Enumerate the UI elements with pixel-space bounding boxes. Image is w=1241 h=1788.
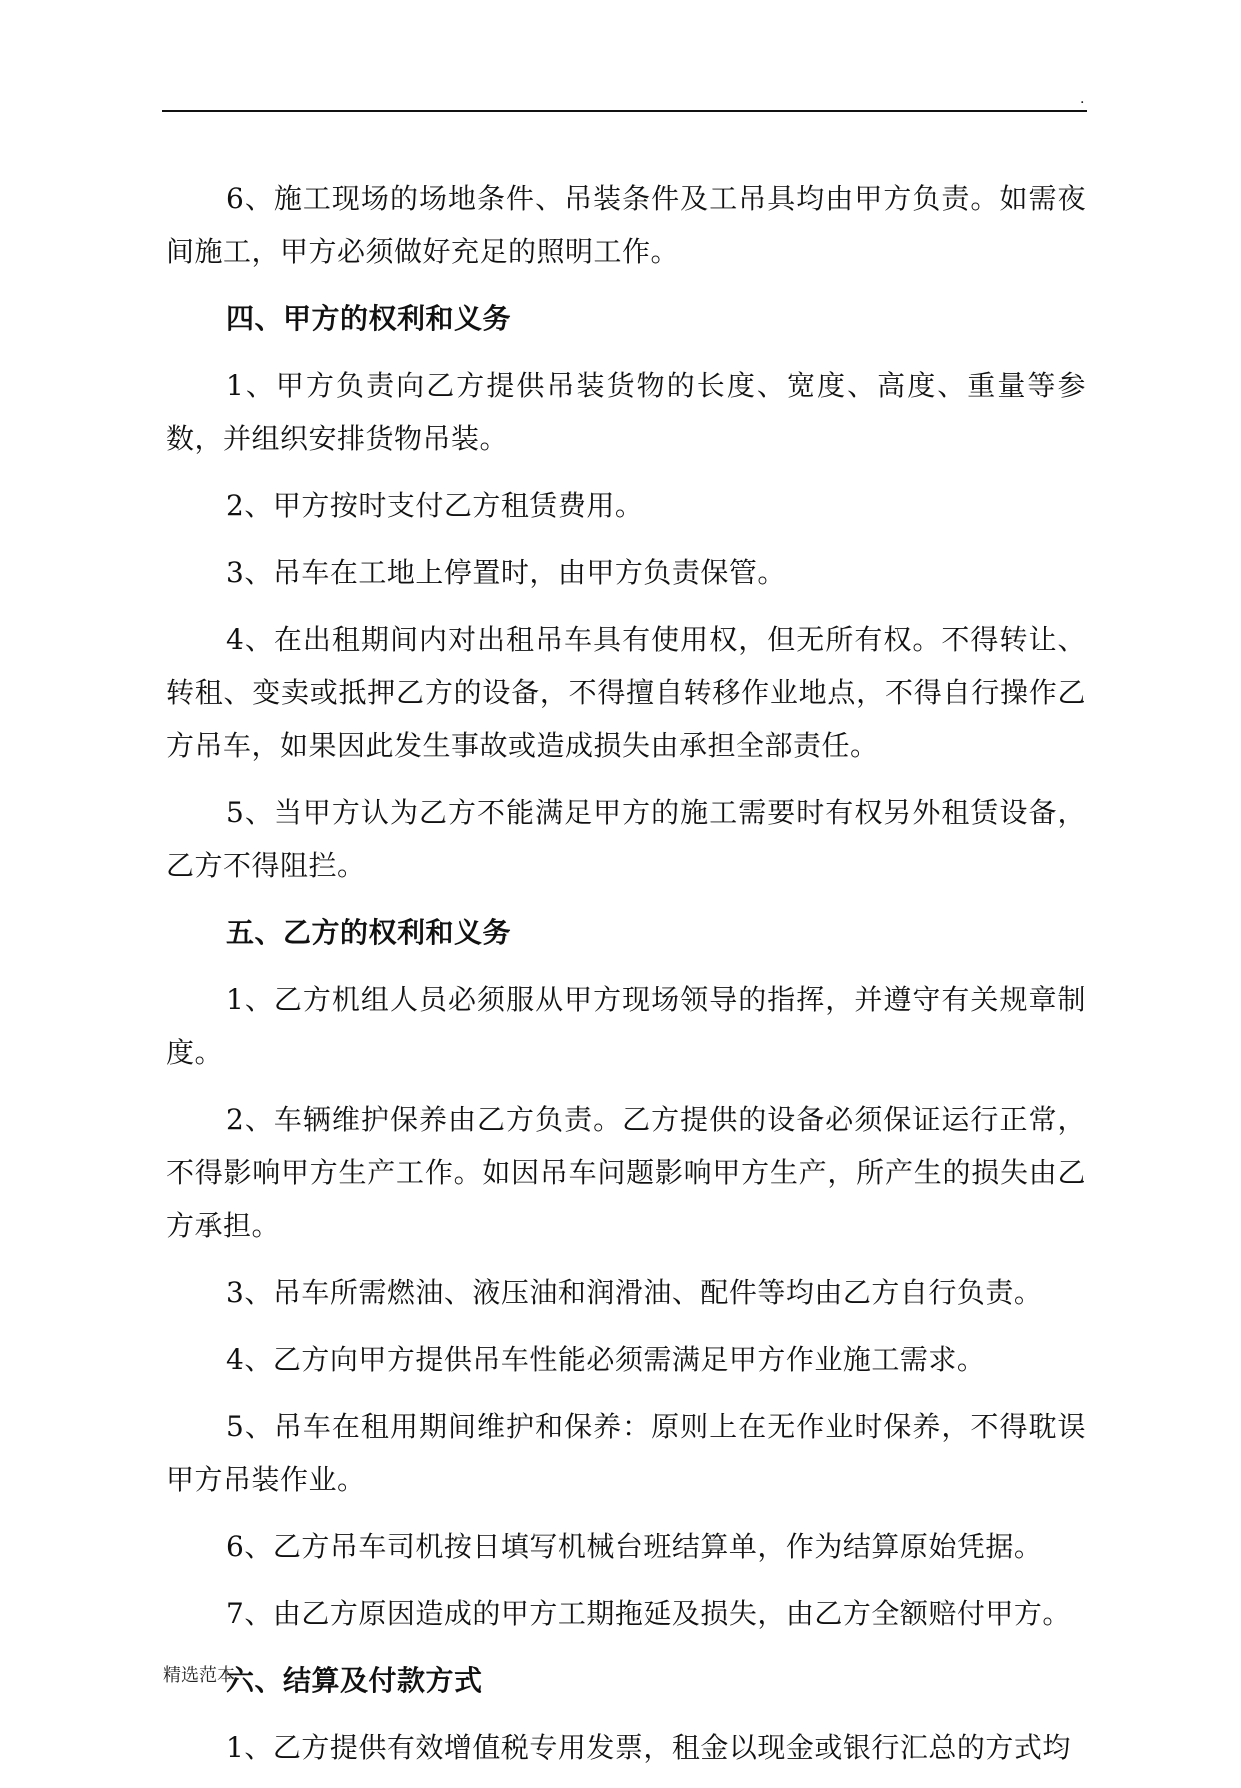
clause-paragraph: 5、当甲方认为乙方不能满足甲方的施工需要时有权另外租赁设备，乙方不得阻拦。 — [166, 796, 1086, 882]
section-heading: 四、甲方的权利和义务 — [226, 302, 512, 335]
clause-paragraph: 2、甲方按时支付乙方租赁费用。 — [226, 489, 644, 522]
clause-paragraph: 5、吊车在租用期间维护和保养：原则上在无作业时保养，不得耽误甲方吊装作业。 — [166, 1410, 1086, 1496]
clause-paragraph: 3、吊车在工地上停置时，由甲方负责保管。 — [226, 556, 786, 589]
clause-paragraph: 6、施工现场的场地条件、吊装条件及工吊具均由甲方负责。如需夜间施工，甲方必须做好充足的照明工作。 — [166, 182, 1086, 268]
clause-paragraph: 6、乙方吊车司机按日填写机械台班结算单，作为结算原始凭据。 — [226, 1530, 1043, 1563]
clause-paragraph: 7、由乙方原因造成的甲方工期拖延及损失，由乙方全额赔付甲方。 — [226, 1597, 1071, 1630]
clause-paragraph: 1、乙方机组人员必须服从甲方现场领导的指挥，并遵守有关规章制度。 — [166, 983, 1086, 1069]
clause-paragraph: 2、车辆维护保养由乙方负责。乙方提供的设备必须保证运行正常，不得影响甲方生产工作。如因吊车问题影响甲方生产，所产生的损失由乙方承担。 — [166, 1103, 1086, 1242]
clause-paragraph: 1、甲方负责向乙方提供吊装货物的长度、宽度、高度、重量等参数，并组织安排货物吊装。 — [166, 369, 1086, 455]
clause-paragraph: 4、在出租期间内对出租吊车具有使用权，但无所有权。不得转让、转租、变卖或抵押乙方的设备，不得擅自转移作业地点，不得自行操作乙方吊车，如果因此发生事故或造成损失由承担全部责任。 — [166, 623, 1086, 762]
clause-paragraph: 3、吊车所需燃油、液压油和润滑油、配件等均由乙方自行负责。 — [226, 1276, 1043, 1309]
footer-label: 精选范本 — [163, 1665, 235, 1686]
clause-paragraph: 4、乙方向甲方提供吊车性能必须需满足甲方作业施工需求。 — [226, 1343, 986, 1376]
header-mark: . — [1080, 91, 1085, 107]
section-heading: 五、乙方的权利和义务 — [226, 916, 512, 949]
section-heading: 六、结算及付款方式 — [226, 1664, 483, 1697]
clause-paragraph: 1、乙方提供有效增值税专用发票，租金以现金或银行汇总的方式均 — [226, 1731, 1071, 1764]
header-rule — [162, 110, 1087, 112]
document-body — [166, 172, 1086, 1788]
